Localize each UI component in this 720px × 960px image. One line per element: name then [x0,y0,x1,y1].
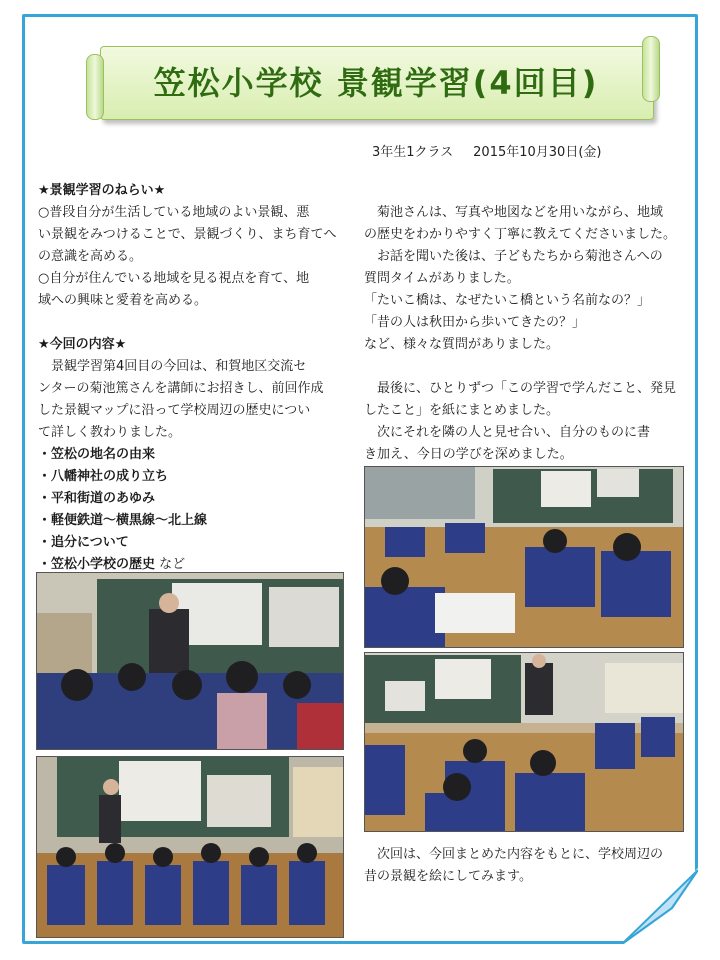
topic-item: ・平和街道のあゆみ [38,491,156,506]
classroom-lecture-photo [36,572,344,750]
page-curl-decoration [612,868,698,944]
topics-suffix: など [155,557,186,572]
right-line: お話を聞いた後は、子どもたちから菊池さんへの [364,249,663,264]
right-line: など、様々な質問がありました。 [364,337,560,352]
aims-heading: ★景観学習のねらい★ [38,183,166,198]
students-writing-photo [364,466,684,648]
topic-item: ・追分について [38,535,129,550]
closing-line: 昔の景観を絵にしてみます。 [364,869,532,884]
right-line: 菊池さんは、写真や地図などを用いながら、地域 [364,205,664,220]
title-banner [86,44,660,124]
right-line: したこと」を紙にまとめました。 [364,403,560,418]
classroom-overview-photo [364,652,684,832]
class-label: 3年生1クラス [372,145,454,160]
topic-item: ・笠松の地名の由来 [38,447,156,462]
right-line: 次にそれを隣の人と見せ合い、自分のものに書 [364,425,651,440]
right-line: の歴史をわかりやすく丁寧に教えてくださいました。 [364,227,677,242]
aims-item-1b: い景観をみつけることで、景観づくり、まち育てへ [38,227,337,242]
aims-item-1: ○普段自分が生活している地域のよい景観、悪 [38,205,310,220]
question-line: 「昔の人は秋田から歩いてきたの？」 [364,315,586,330]
question-line: 「たいこ橋は、なぜたいこ橋という名前なの？」 [364,293,651,308]
content-line: て詳しく教わりました。 [38,425,182,440]
date-label: 2015年10月30日(金) [473,145,602,160]
aims-item-2b: 域への興味と愛着を高める。 [38,293,208,308]
page-title: 笠松小学校 景観学習(4回目) [153,64,599,102]
students-listening-photo [36,756,344,938]
closing-line: 次回は、今回まとめた内容をもとに、学校周辺の [364,847,664,862]
content-heading: ★今回の内容★ [38,337,127,352]
left-column [38,180,344,576]
aims-item-2: ○自分が住んでいる地域を見る視点を育て、地 [38,271,310,286]
topic-item: ・軽便鉄道～横黒線～北上線 [38,513,208,528]
right-line: 最後に、ひとりずつ「この学習で学んだこと、発見 [364,381,677,396]
class-date-line [372,141,601,160]
right-line: き加え、今日の学びを深めました。 [364,447,573,462]
right-line: 質問タイムがありました。 [364,271,520,286]
content-line: ンターの菊池篤さんを講師にお招きし、前回作成 [38,381,324,396]
right-column [364,202,680,466]
aims-item-1c: の意識を高める。 [38,249,143,264]
content-line: した景観マップに沿って学校周辺の歴史につい [38,403,311,418]
topic-item: ・八幡神社の成り立ち [38,469,169,484]
content-line: 景観学習第4回目の今回は、和賀地区交流セ [38,359,307,374]
topic-item: ・笠松小学校の歴史 [38,557,156,572]
